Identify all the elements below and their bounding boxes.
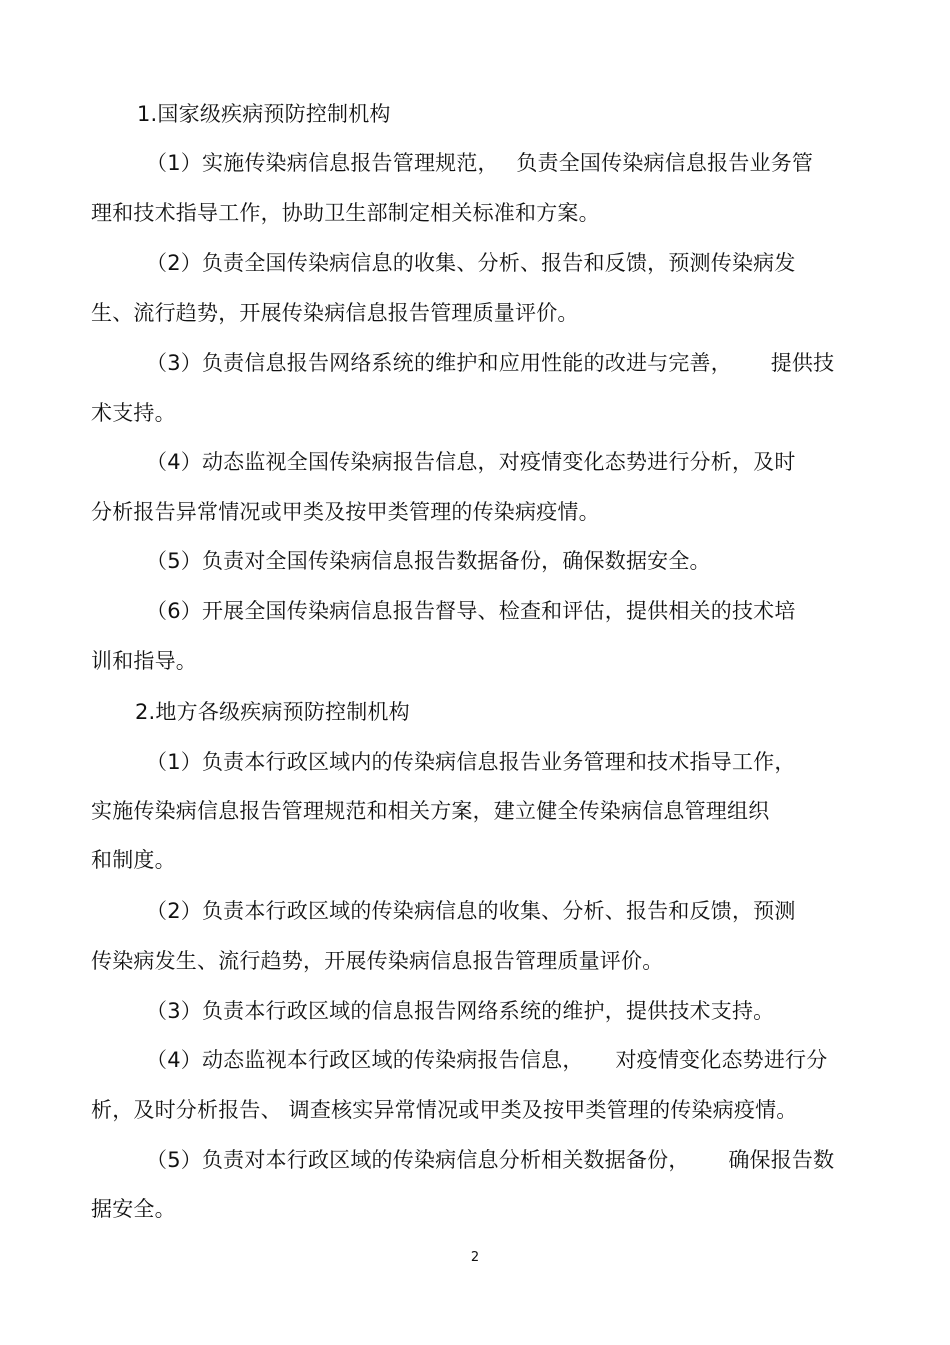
paragraph-line: 实施传染病信息报告管理规范和相关方案，建立健全传染病信息管理组织 — [91, 799, 770, 823]
paragraph-line: （3）负责本行政区域的信息报告网络系统的维护，提供技术支持。 — [146, 999, 775, 1023]
paragraph-line: 据安全。 — [91, 1197, 176, 1221]
paragraph-line: 和制度。 — [91, 848, 176, 872]
paragraph-line: （3）负责信息报告网络系统的维护和应用性能的改进与完善， 提供技 — [146, 351, 835, 375]
page-number: 2 — [470, 1250, 480, 1265]
paragraph-line: （5）负责对本行政区域的传染病信息分析相关数据备份， 确保报告数 — [146, 1148, 835, 1172]
paragraph-line: 生、流行趋势，开展传染病信息报告管理质量评价。 — [91, 301, 579, 325]
paragraph-line: 训和指导。 — [91, 649, 197, 673]
paragraph-line: （1）负责本行政区域内的传染病信息报告业务管理和技术指导工作， — [146, 750, 796, 774]
paragraph-line: （4）动态监视全国传染病报告信息，对疫情变化态势进行分析，及时 — [146, 450, 796, 474]
paragraph-line: 分析报告异常情况或甲类及按甲类管理的传染病疫情。 — [91, 500, 600, 524]
paragraph-line: （2）负责全国传染病信息的收集、分析、报告和反馈，预测传染病发 — [146, 251, 796, 275]
paragraph-line: 传染病发生、流行趋势，开展传染病信息报告管理质量评价。 — [91, 949, 664, 973]
paragraph-line: 术支持。 — [91, 401, 176, 425]
paragraph-line: （1）实施传染病信息报告管理规范， 负责全国传染病信息报告业务管 — [146, 151, 814, 175]
paragraph-line: （2）负责本行政区域的传染病信息的收集、分析、报告和反馈，预测 — [146, 899, 796, 923]
section-heading: 1.国家级疾病预防控制机构 — [137, 102, 391, 126]
paragraph-line: 理和技术指导工作，协助卫生部制定相关标准和方案。 — [91, 201, 600, 225]
paragraph-line: （4）动态监视本行政区域的传染病报告信息， 对疫情变化态势进行分 — [146, 1048, 828, 1072]
paragraph-line: （5）负责对全国传染病信息报告数据备份，确保数据安全。 — [146, 549, 711, 573]
section-heading: 2.地方各级疾病预防控制机构 — [135, 700, 410, 724]
paragraph-line: （6）开展全国传染病信息报告督导、检查和评估，提供相关的技术培 — [146, 599, 796, 623]
paragraph-line: 析，及时分析报告、 调查核实异常情况或甲类及按甲类管理的传染病疫情。 — [91, 1098, 798, 1122]
